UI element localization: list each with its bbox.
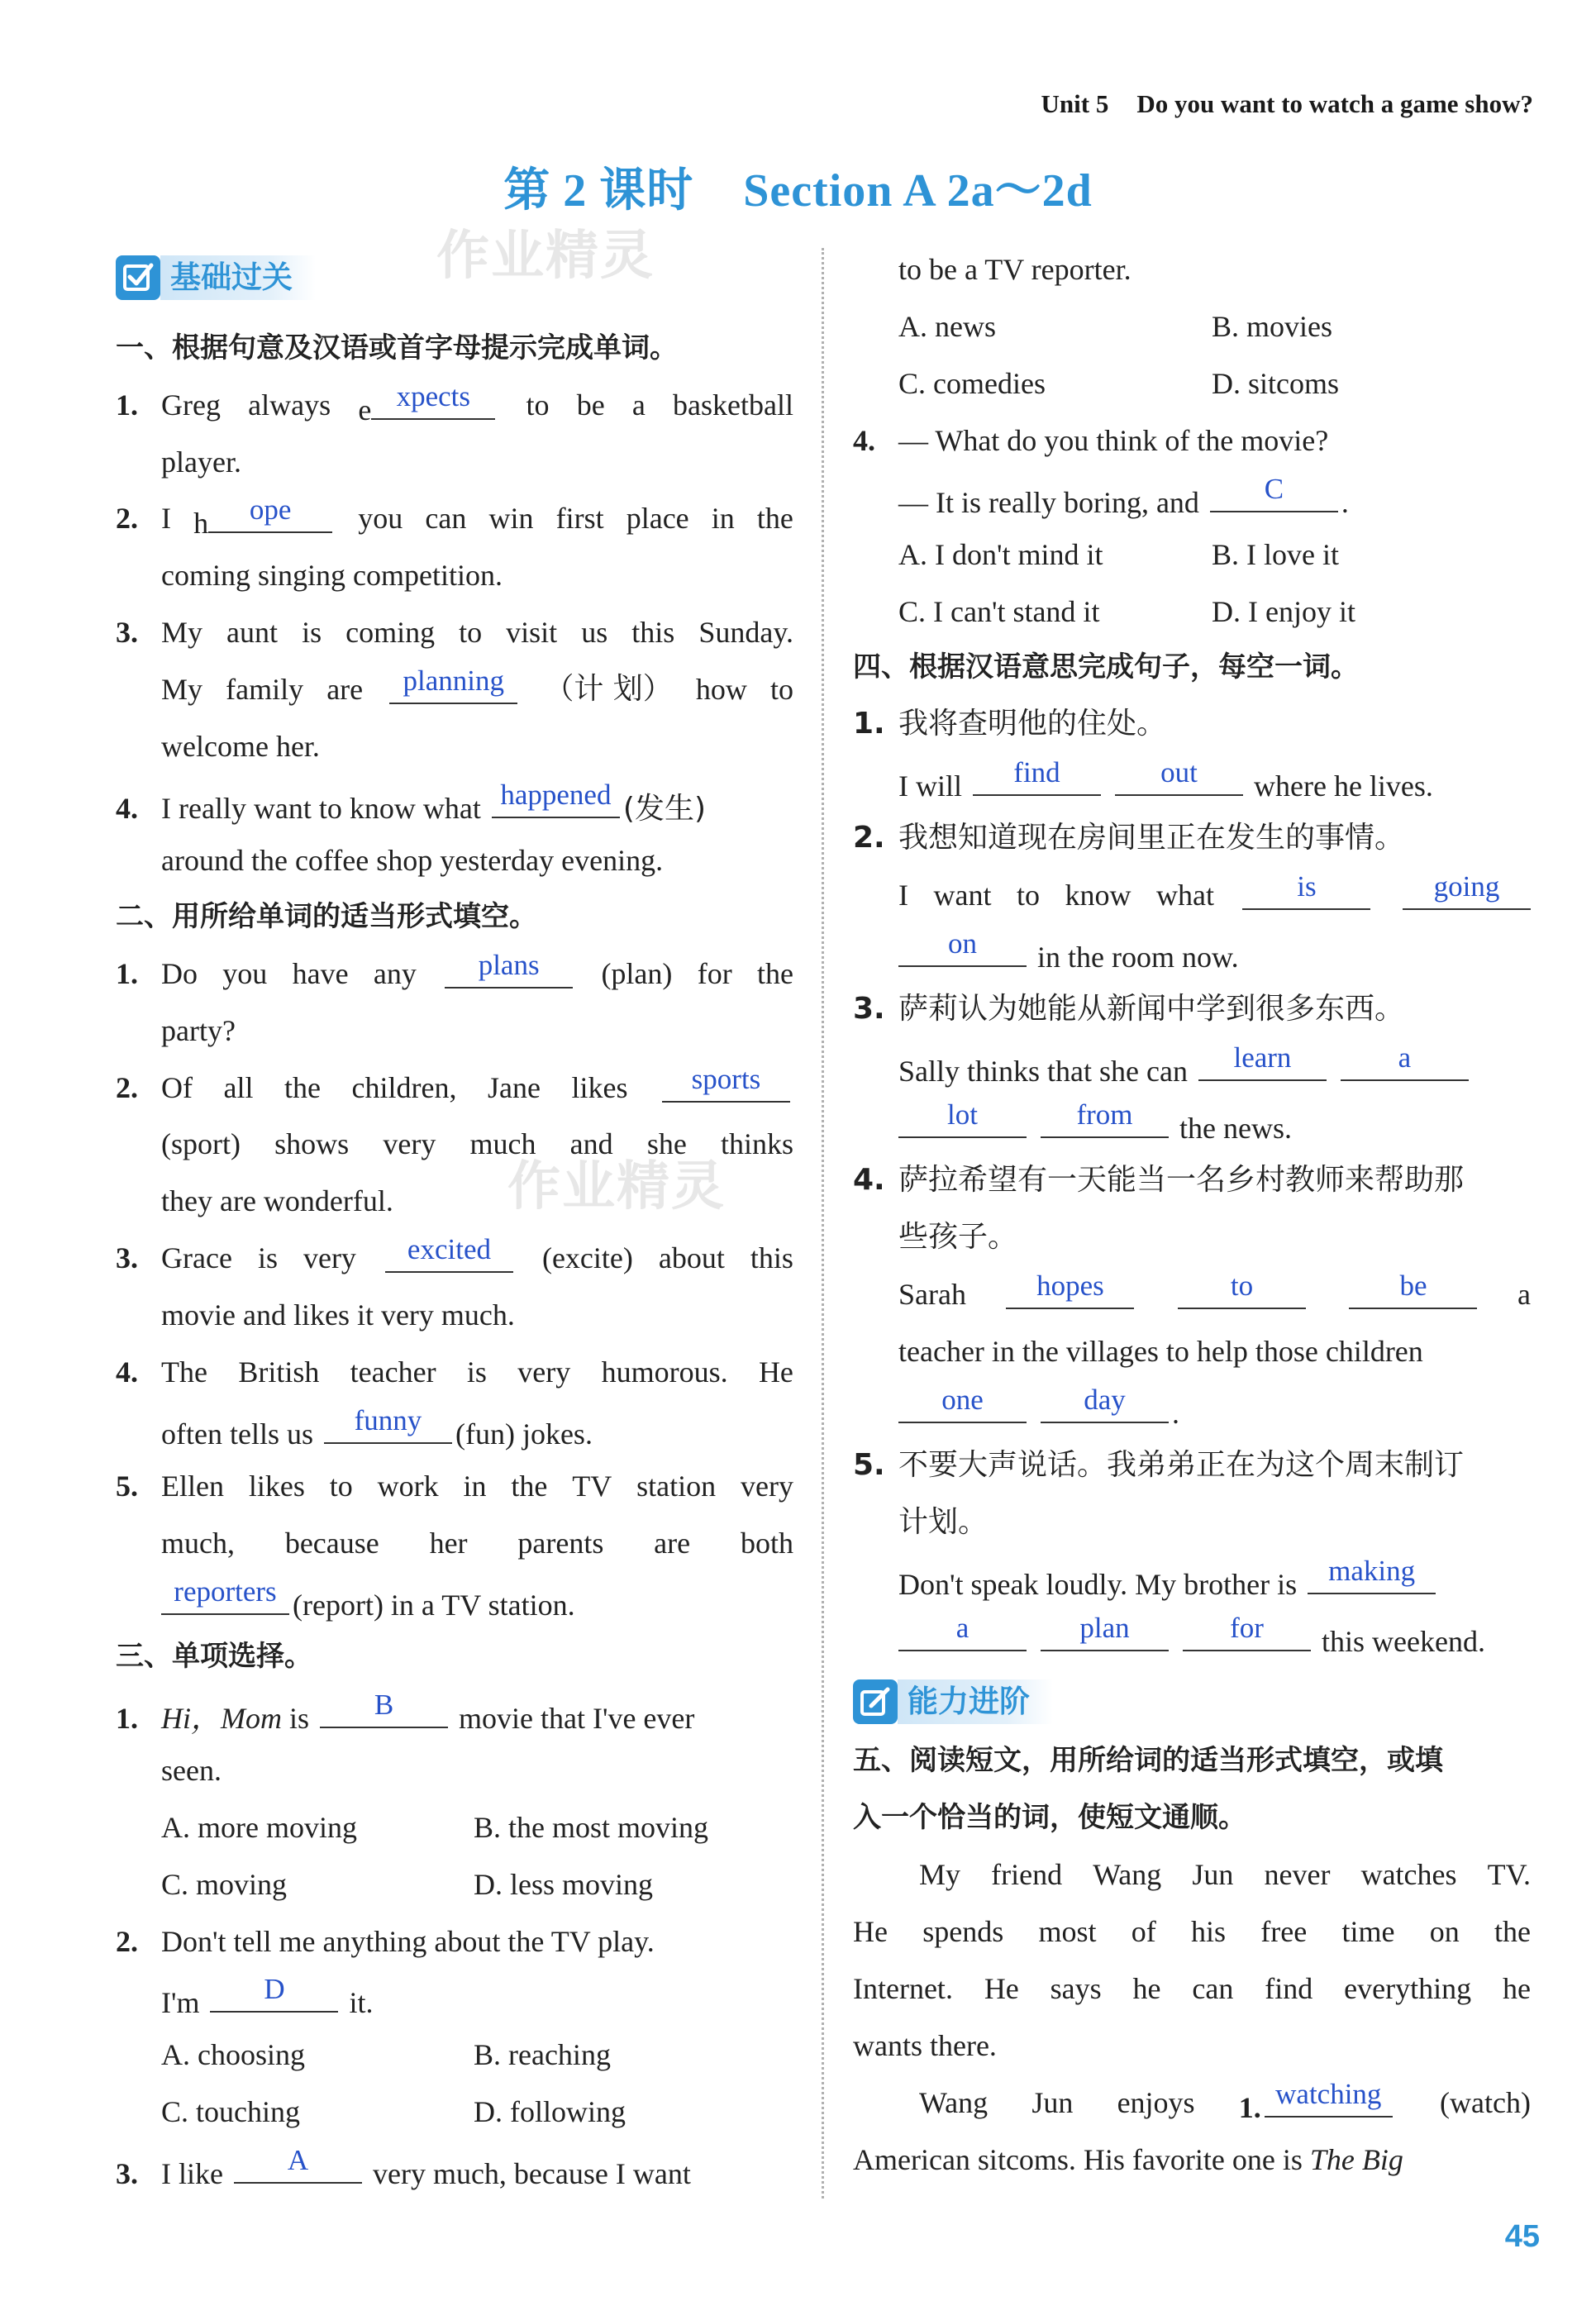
s3-q3-answer: A [287,2144,309,2176]
unit-title: Do you want to watch a game show? [1136,89,1533,118]
badge-advanced [853,1675,1053,1729]
s4-q5-cn: 5. 不要大声说话。我弟弟正在为这个周末制订 [853,1446,1464,1485]
s1-q3-number: 3. [116,616,138,649]
s2-q3-blank[interactable] [385,1233,513,1273]
page-number: 45 [1504,2219,1540,2254]
s1-q4-line1: 4. I really want to know what happened (发生) [116,784,706,823]
s4-q3-blank-1[interactable]: learn [1198,1046,1327,1081]
s2-q1-blank[interactable] [445,949,573,989]
s1-q1-blank[interactable] [371,380,495,420]
s3-q2-option-a[interactable]: A. choosing [161,2038,305,2071]
s3-q4-option-a[interactable]: A. I don't mind it [898,538,1103,571]
s4-q5-number: 5. [853,1448,885,1482]
s1-q1-number: 1. [116,388,138,422]
s3-q4-blank[interactable] [1210,473,1338,512]
lesson-number: 第 2 课时 [503,165,694,217]
passage-line-2: He spends most of his free time on the [853,1915,1531,1948]
s2-q2-blank[interactable] [662,1063,790,1103]
s2-q2-line3: they are wonderful. [161,1184,393,1217]
s1-q2-number: 2. [116,502,138,535]
s3-q3-option-d[interactable]: D. sitcoms [1212,367,1340,400]
s3-q3-option-a[interactable]: A. news [898,310,996,343]
s3-q1-answer: B [374,1689,394,1721]
s1-q3-line2: My family are planning （计 划） how to [116,669,793,709]
s1-q2-line1: 2. I h ope you can win first place in the [116,498,793,538]
s2-q5-answer: reporters [174,1575,277,1608]
s3-q2-line2: I'm D it. [116,1978,374,2018]
s1-q1-line2: player. [161,445,241,479]
passage-line-1: My friend Wang Jun never watches TV. [919,1858,1531,1891]
s1-q4-blank[interactable] [492,779,620,818]
s2-q2-number: 2. [116,1071,138,1104]
s1-q3-blank[interactable] [389,665,517,704]
section-2-heading: 二、用所给单词的适当形式填空。 [116,900,537,933]
s3-q4-option-d[interactable]: D. I enjoy it [1212,595,1355,628]
watermark-top: 作业精灵 [436,226,655,287]
s2-q3-line2: movie and likes it very much. [161,1298,515,1332]
page-header [1041,89,1533,119]
s3-q2-number: 2. [116,1925,138,1958]
s4-q3-number: 3. [853,992,885,1026]
column-divider [822,248,824,2199]
s4-q4-cn-line2: 些孩子。 [898,1220,1018,1254]
s4-q2-en-line2: on in the room now. [853,932,1239,972]
s4-q4-en-line1: Sarah hopes to be a [898,1270,1531,1311]
s3-q3-option-b[interactable]: B. movies [1212,310,1333,343]
passage-blank-1-number: 1. [1238,2091,1261,2124]
passage-line-5: Wang Jun enjoys 1. watching (watch) [853,2083,1531,2122]
s4-q1-cn: 1. 我将查明他的住处。 [853,704,1166,744]
s4-q3-blank-4[interactable]: from [1041,1103,1169,1138]
checkbox-icon [116,255,160,300]
s4-q1-en: I will find out where he lives. [898,756,1433,803]
s4-q2-blank-2[interactable]: going [1403,875,1531,910]
s4-q5-en-line1: Don't speak loudly. My brother is making [853,1560,1439,1599]
s3-q3-blank[interactable] [234,2144,362,2184]
s1-q2-answer: ope [249,493,292,526]
s3-q1-option-c[interactable]: C. moving [161,1868,288,1901]
s4-q1-blank-2[interactable]: out [1115,761,1243,796]
s3-q2-option-b[interactable]: B. reaching [474,2038,611,2071]
s2-q2-line2: (sport) shows very much and she thinks [161,1127,793,1160]
s2-q5-blank[interactable] [161,1575,289,1615]
s1-q3-answer: planning [403,665,504,697]
s2-q1-number: 1. [116,957,138,990]
s4-q4-en-line3: one day . [853,1389,1179,1428]
watermark-middle: 作业精灵 [507,1156,726,1217]
s4-q5-blank-3[interactable]: plan [1041,1617,1169,1651]
s4-q4-en-line2: teacher in the villages to help those children [898,1335,1423,1368]
s4-q5-blank-1[interactable]: making [1308,1560,1436,1594]
s1-q3-line3: welcome her. [161,730,320,763]
s2-q2-line1: 2. Of all the children, Jane likes sports [116,1068,793,1108]
badge-basic-label: 基础过关 [160,255,316,300]
s4-q3-en-line1: Sally thinks that she can learn a [853,1046,1472,1086]
passage-line-6: American sitcoms. His favorite one is The Big [853,2143,1403,2176]
s3-q4-line1: 4. — What do you think of the movie? [853,421,1328,460]
s4-q2-cn: 2. 我想知道现在房间里正在发生的事情。 [853,818,1404,858]
s3-q1-option-d[interactable]: D. less moving [474,1868,654,1901]
badge-basic [116,250,316,305]
s4-q2-en-line1: I want to know what is going [853,875,1531,915]
section-3-heading: 三、单项选择。 [116,1640,312,1673]
s2-q1-line2: party? [161,1014,236,1047]
section-4-heading: 四、根据汉语意思完成句子，每空一词。 [853,650,1359,684]
s3-q1-line1: 1. Hi，Mom is B movie that I've ever [116,1694,694,1733]
s2-q4-number: 4. [116,1355,138,1389]
s3-q4-answer: C [1264,473,1284,505]
s2-q1-line1: 1. Do you have any plans (plan) for the [116,954,793,993]
s2-q3-number: 3. [116,1241,138,1274]
s2-q3-line1: 3. Grace is very excited (excite) about this [116,1238,793,1278]
s1-q1-line1: 1. Greg always e xpects to be a basketball [116,385,793,425]
s3-q2-option-d[interactable]: D. following [474,2095,626,2128]
badge-advanced-label: 能力进阶 [898,1679,1053,1724]
s4-q2-number: 2. [853,821,885,855]
s2-q4-answer: funny [354,1404,422,1436]
section-5-heading-line1: 五、阅读短文，用所给词的适当形式填空，或填 [853,1744,1443,1777]
s3-q4-number: 4. [853,424,875,457]
s4-q4-blank-4[interactable]: one [898,1389,1027,1423]
s2-q5-line3: reporters (report) in a TV station. [116,1580,575,1620]
s1-q4-line2: around the coffee shop yesterday evening. [161,844,664,877]
s2-q4-blank[interactable] [324,1404,452,1444]
s3-q3-line2: to be a TV reporter. [898,253,1131,286]
s3-q1-line2: seen. [161,1754,222,1787]
passage-line-4: wants there. [853,2029,997,2062]
section-1-heading: 一、根据句意及汉语或首字母提示完成单词。 [116,331,678,364]
lesson-title [0,154,1596,220]
s3-q3-line1: 3. I like A very much, because I want [116,2149,691,2189]
s4-q5-blank-4[interactable]: for [1183,1617,1311,1651]
s4-q4-number: 4. [853,1163,885,1197]
lesson-section: Section A 2a～2d [743,165,1093,217]
s3-q2-line1: 2. Don't tell me anything about the TV play. [116,1922,655,1961]
s2-q5-number: 5. [116,1470,138,1503]
s4-q3-en-line2: lot from the news. [853,1103,1292,1143]
s3-q2-answer: D [264,1973,285,2005]
s4-q4-blank-2[interactable]: to [1178,1274,1306,1309]
s4-q5-cn-line2: 计划。 [898,1505,989,1539]
edit-icon [853,1679,898,1724]
s2-q5-line1: 5. Ellen likes to work in the TV station very [116,1466,793,1506]
s2-q5-line2: much, because her parents are both [161,1527,793,1560]
s3-q3-number: 3. [116,2157,138,2190]
s3-q3-option-c[interactable]: C. comedies [898,367,1046,400]
s4-q1-blank-1[interactable]: find [973,761,1101,796]
s4-q2-blank-1[interactable]: is [1242,875,1370,910]
s1-q1-answer: xpects [396,380,470,412]
s3-q4-line2: — It is really boring, and C . [853,478,1349,517]
s4-q5-en-line2: a plan for this weekend. [853,1617,1485,1656]
s1-q2-blank[interactable] [208,493,332,533]
s3-q1-number: 1. [116,1702,138,1735]
s4-q5-blank-2[interactable]: a [898,1617,1027,1651]
s3-q1-option-b[interactable]: B. the most moving [474,1811,709,1844]
passage-line-3: Internet. He says he can find everything he [853,1972,1531,2005]
s2-q1-answer: plans [478,949,540,981]
s4-q2-blank-3[interactable]: on [898,932,1027,967]
s3-q1-option-a[interactable]: A. more moving [161,1811,357,1844]
s4-q4-blank-5[interactable]: day [1041,1389,1169,1423]
s3-q4-option-c[interactable]: C. I can't stand it [898,595,1100,628]
s3-q2-option-c[interactable]: C. touching [161,2095,300,2128]
s2-q2-answer: sports [691,1063,761,1095]
s4-q1-number: 1. [853,707,885,741]
section-5-heading-line2: 入一个恰当的词，使短文通顺。 [853,1801,1246,1834]
s1-q4-answer: happened [500,779,612,811]
unit-label: Unit 5 [1041,89,1109,118]
s2-q3-answer: excited [407,1233,491,1265]
s4-q4-blank-3[interactable]: be [1349,1274,1477,1309]
s3-q4-option-b[interactable]: B. I love it [1212,538,1339,571]
s2-q4-line2: often tells us funny (fun) jokes. [116,1409,593,1449]
s1-q2-line2: coming singing competition. [161,559,503,592]
s4-q3-blank-3[interactable]: lot [898,1103,1027,1138]
s4-q4-cn: 4. 萨拉希望有一天能当一名乡村教师来帮助那 [853,1160,1464,1200]
s4-q3-cn: 3. 萨莉认为她能从新闻中学到很多东西。 [853,989,1404,1029]
passage-blank-1-answer: watching [1275,2078,1382,2110]
s2-q4-line1: 4. The British teacher is very humorous. He [116,1352,793,1392]
s4-q4-blank-1[interactable]: hopes [1006,1274,1134,1309]
s1-q3-line1: 3. My aunt is coming to visit us this Sunday. [116,612,793,652]
s4-q3-blank-2[interactable]: a [1341,1046,1469,1081]
s3-q1-blank[interactable] [320,1689,448,1728]
passage-blank-1[interactable] [1265,2078,1393,2118]
s1-q4-number: 4. [116,792,138,825]
